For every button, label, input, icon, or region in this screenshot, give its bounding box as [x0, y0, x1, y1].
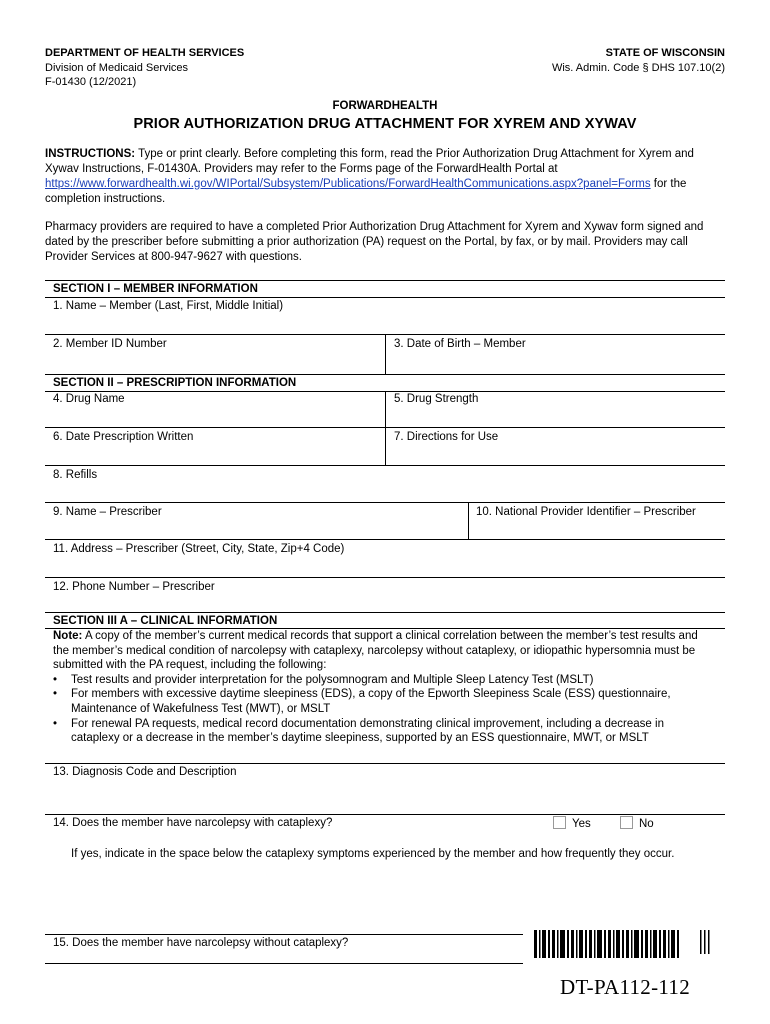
pharmacy-note: Pharmacy providers are required to have a completed Prior Authorization Drug Attachment for Xyrem and Xywav form signed and dated by the prescriber before submitting a prior authorization (PA) request on the Portal, by fax, or by mail. Providers may call Provider Services at 800-947-9627 with questions. — [45, 221, 704, 263]
program-name: FORWARDHEALTH — [332, 100, 438, 112]
section-1-header: SECTION I – MEMBER INFORMATION — [45, 280, 725, 297]
prescriber-phone-label: 12. Phone Number – Prescriber — [53, 581, 215, 593]
admin-code: Wis. Admin. Code § DHS 107.10(2) — [551, 61, 725, 74]
drug-strength-field[interactable] — [385, 392, 725, 427]
refills-field[interactable] — [45, 465, 725, 502]
drug-name-field[interactable] — [45, 392, 385, 427]
prescriber-phone-field[interactable] — [45, 577, 725, 612]
prescriber-npi-field[interactable] — [468, 503, 725, 539]
prescriber-name-field[interactable] — [45, 503, 468, 539]
department-name: DEPARTMENT OF HEALTH SERVICES — [45, 47, 245, 59]
form-title: PRIOR AUTHORIZATION DRUG ATTACHMENT FOR XYREM AND XYWAV — [133, 116, 637, 132]
refills-label: 8. Refills — [53, 469, 98, 481]
directions-label: 7. Directions for Use — [394, 431, 499, 443]
prescriber-name-label: 9. Name – Prescriber — [53, 506, 162, 518]
no-cataplexy-field[interactable] — [45, 934, 523, 963]
form-number: F-01430 (12/2021) — [45, 76, 137, 88]
instructions — [45, 147, 725, 207]
prescriber-npi-label: 10. National Provider Identifier – Prescriber — [476, 506, 696, 518]
no-cataplexy-question: 15. Does the member have narcolepsy without cataplexy? — [53, 937, 349, 949]
forms-portal-link[interactable]: https://www.forwardhealth.wi.gov/WIPortal/Subsystem/Publications/ForwardHealthCommunications.aspx?panel=Forms — [45, 178, 651, 190]
requirements-list — [53, 673, 705, 746]
directions-field[interactable] — [385, 428, 725, 465]
diagnosis-field[interactable] — [45, 763, 725, 814]
header-right — [552, 46, 725, 75]
no-label: No — [639, 818, 654, 830]
cataplexy-yes-option[interactable] — [553, 816, 591, 830]
member-name-label: 1. Name – Member (Last, First, Middle Initial) — [53, 300, 284, 312]
yes-label: Yes — [572, 818, 591, 830]
list-item: • Test results and provider interpretation for the polysomnogram and Multiple Sleep Latency Test (MSLT) — [53, 673, 705, 688]
cataplexy-question: 14. Does the member have narcolepsy with cataplexy? — [53, 817, 333, 829]
barcode-image — [534, 930, 714, 960]
list-item: • For renewal PA requests, medical record documentation demonstrating clinical improvement, including a decrease in cataplexy or a decrease in the member’s daytime sleepiness, supported by an ESS questionnaire, MWT, or MSLT — [53, 717, 705, 746]
bottom-rule — [45, 963, 523, 964]
list-item: • For members with excessive daytime sleepiness (EDS), a copy of the Epworth Sleepiness Scale (ESS) questionnaire, Maintenance of Wakefulness Test (MWT), or MSLT — [53, 687, 705, 716]
division-name: Division of Medicaid Services — [45, 61, 189, 74]
section-2-header: SECTION II – PRESCRIPTION INFORMATION — [45, 374, 725, 391]
drug-strength-label: 5. Drug Strength — [394, 393, 479, 405]
cataplexy-followup: If yes, indicate in the space below the cataplexy symptoms experienced by the member and how frequently they occur. — [71, 848, 675, 860]
clinical-note — [45, 628, 725, 763]
drug-name-label: 4. Drug Name — [53, 393, 125, 405]
cataplexy-no-checkbox[interactable] — [620, 816, 633, 829]
note-text: A copy of the member’s current medical records that support a clinical correlation between the member’s test results and the member’s medical condition of narcolepsy with cataplexy, narcolepsy without cataplexy, or idiopathic hypersomnia must be submitted with the PA request, including the following: — [53, 630, 698, 672]
section-3a-header: SECTION III A – CLINICAL INFORMATION — [45, 612, 725, 628]
diagnosis-label: 13. Diagnosis Code and Description — [53, 766, 237, 778]
note-label: Note: — [53, 630, 83, 642]
member-id-label: 2. Member ID Number — [53, 338, 167, 350]
instructions-text-end: for the completion instructions. — [45, 178, 687, 205]
date-written-label: 6. Date Prescription Written — [53, 431, 194, 443]
prescriber-address-label: 11. Address – Prescriber (Street, City, State, Zip+4 Code) — [53, 543, 345, 555]
prescriber-address-field[interactable] — [45, 539, 725, 577]
member-dob-label: 3. Date of Birth – Member — [394, 338, 526, 350]
instructions-label: INSTRUCTIONS: — [45, 148, 136, 160]
member-dob-field[interactable] — [385, 335, 725, 374]
cataplexy-yes-checkbox[interactable] — [553, 816, 566, 829]
date-written-field[interactable] — [45, 428, 385, 465]
form-body — [45, 280, 725, 964]
state-name: STATE OF WISCONSIN — [605, 47, 725, 59]
document-code: DT-PA112-112 — [560, 975, 691, 999]
member-id-field[interactable] — [45, 335, 385, 374]
member-name-field[interactable] — [45, 297, 725, 334]
header-left — [45, 46, 244, 90]
instructions-text: Type or print clearly. Before completing this form, read the Prior Authorization Drug Attachment for Xyrem and Xywav Instructions, F-01430A. Providers may refer to the Forms page of the ForwardHealth Portal at — [45, 148, 694, 175]
cataplexy-no-option[interactable] — [620, 816, 654, 830]
